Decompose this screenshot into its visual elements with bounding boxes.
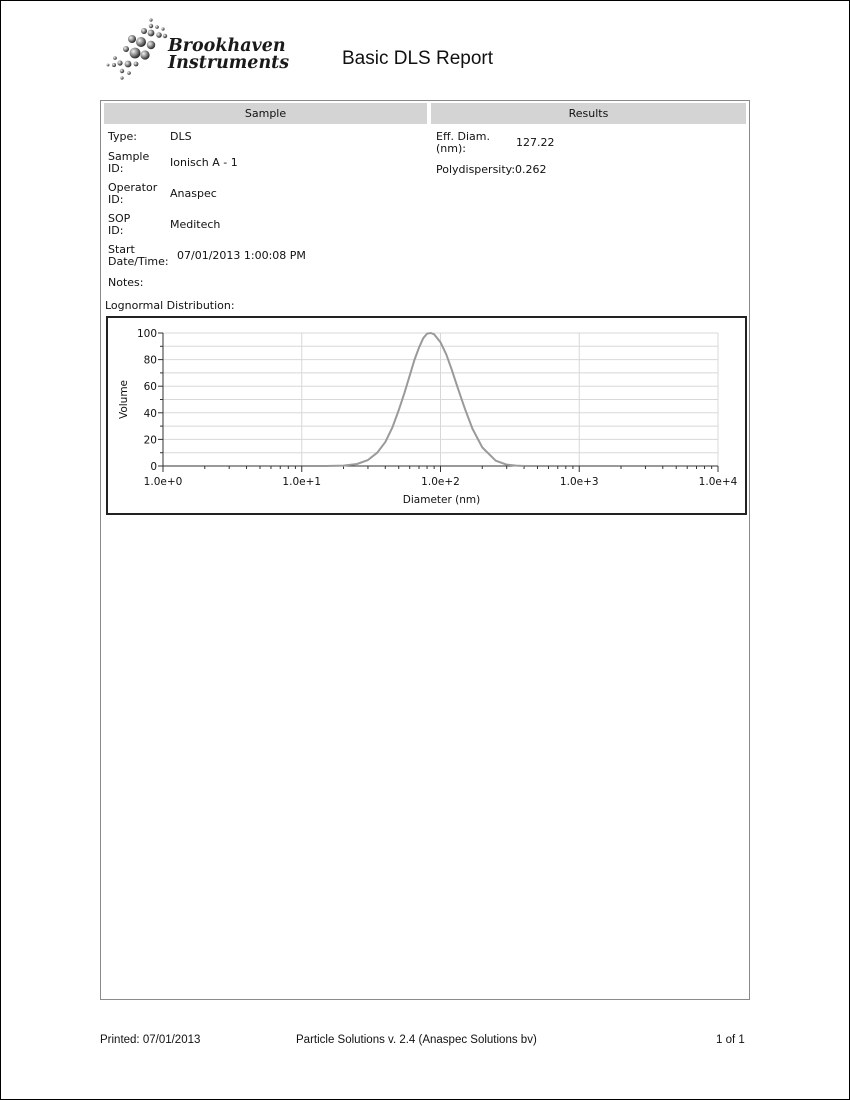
sop-id-label [108, 213, 130, 237]
start-datetime-label-line-2: Date/Time: [108, 255, 169, 268]
polydispersity-label: Polydispersity: [436, 163, 516, 176]
page-number: 1 of 1 [716, 1034, 745, 1046]
logo-line-1: Brookhaven [168, 36, 286, 56]
start-datetime-label-line-1: Start [108, 243, 135, 256]
start-datetime-label [108, 244, 169, 268]
type-value: DLS [170, 130, 192, 143]
sample-id-label-line-2: ID: [108, 162, 124, 175]
y-tick-label: 40 [143, 407, 157, 420]
eff-diam-label-line-2: (nm): [436, 142, 466, 155]
report-title: Basic DLS Report [342, 48, 494, 69]
type-label: Type: [108, 130, 137, 143]
sample-header: Sample [104, 103, 427, 124]
sop-id-label-line-2: ID: [108, 224, 124, 237]
notes-label: Notes: [108, 276, 144, 289]
x-tick-label: 1.0e+0 [143, 476, 183, 488]
eff-diam-label [436, 131, 490, 155]
polydispersity-value: 0.262 [515, 163, 547, 176]
y-tick-label: 0 [150, 461, 157, 473]
y-tick-label: 80 [143, 354, 157, 367]
eff-diam-label-line-1: Eff. Diam. [436, 130, 491, 143]
printed-date: Printed: 07/01/2013 [100, 1034, 201, 1046]
y-tick-label: 20 [143, 434, 157, 447]
operator-id-label-line-2: ID: [108, 193, 124, 206]
eff-diam-value: 127.22 [516, 136, 555, 149]
operator-id-label-line-1: Operator [108, 181, 158, 194]
sample-id-value: Ionisch A - 1 [170, 156, 238, 169]
results-header: Results [431, 103, 746, 124]
x-tick-label: 1.0e+3 [559, 476, 599, 488]
x-axis-title: Diameter (nm) [402, 494, 481, 506]
logo-wordmark [168, 38, 289, 72]
report-frame [100, 100, 750, 1000]
sample-id-label-line-1: Sample [108, 150, 150, 163]
y-axis-title: Volume [118, 379, 130, 420]
x-tick-label: 1.0e+2 [421, 476, 460, 488]
software-version: Particle Solutions v. 2.4 (Anaspec Solutions bv) [296, 1034, 537, 1046]
start-datetime-value: 07/01/2013 1:00:08 PM [177, 249, 306, 262]
x-tick-label: 1.0e+1 [282, 476, 322, 488]
y-tick-label: 100 [136, 328, 157, 340]
distribution-chart-box [106, 316, 747, 515]
operator-id-label [108, 182, 157, 206]
distribution-label: Lognormal Distribution: [105, 299, 235, 312]
sample-id-label [108, 151, 149, 175]
operator-id-value: Anaspec [170, 187, 217, 200]
sop-id-label-line-1: SOP [108, 212, 131, 225]
x-tick-label: 1.0e+4 [698, 476, 738, 488]
logo-line-2: Instruments [168, 53, 290, 73]
y-tick-label: 60 [143, 381, 157, 394]
sop-id-value: Meditech [170, 218, 221, 231]
logo-dots-icon [104, 18, 174, 84]
